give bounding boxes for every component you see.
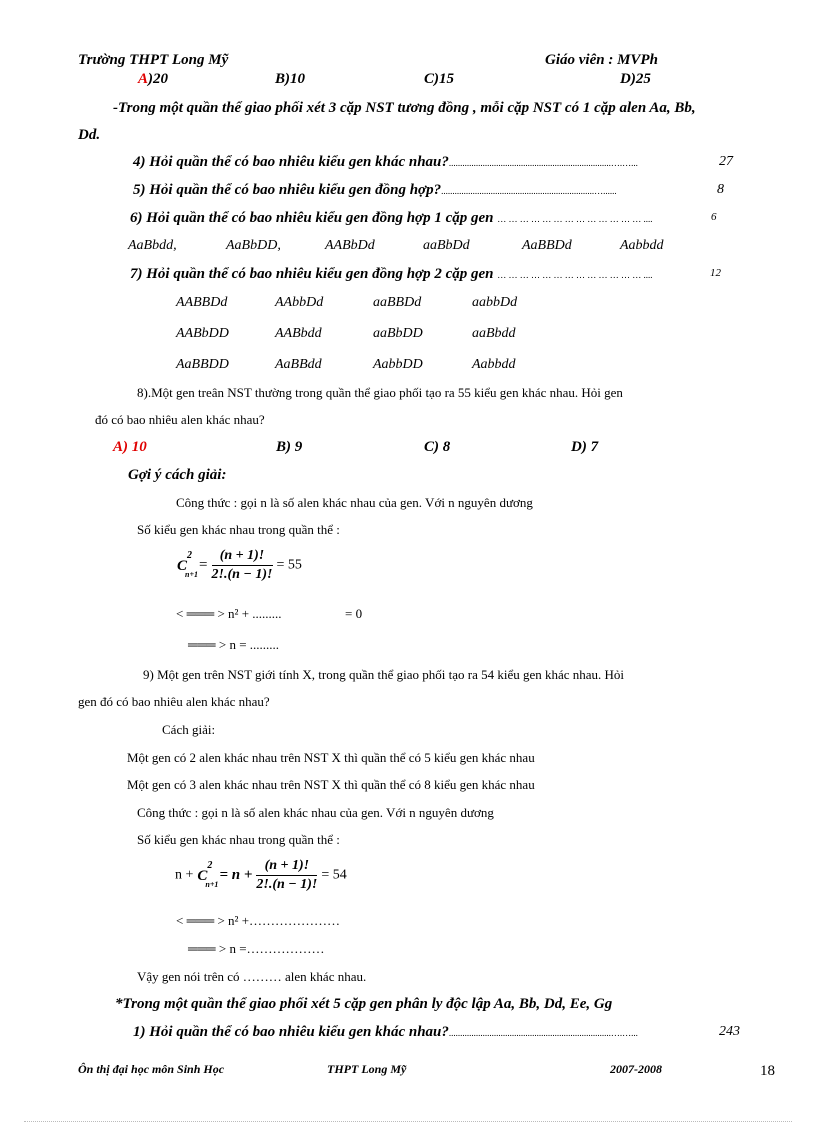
q8-step1-left: < ═══ > n² + ......... — [176, 606, 282, 621]
prev-option-c: C)15 — [424, 71, 454, 87]
fraction: $\frac{(n + 1)!}{2!.(n - 1)!}$ — [211, 548, 273, 582]
q9-step2: ═══ > n =……………… — [188, 941, 325, 956]
prev-option-d: D)25 — [620, 71, 651, 87]
q7-genotype: AaBBdd — [275, 357, 322, 372]
section2-question-1: 1) Hỏi quần thể có bao nhiêu kiểu gen khác nhau?........................................................................….…... — [133, 1024, 638, 1040]
q7-genotype: AABbDD — [176, 326, 229, 341]
q7-genotype: aaBbDD — [373, 326, 423, 341]
q7-genotype: AABBDd — [176, 295, 228, 310]
footer-left: Ôn thị đại học môn Sinh Học — [78, 1062, 225, 1076]
section2-answer-1: 243 — [719, 1024, 740, 1039]
q8-step1-right: = 0 — [345, 606, 363, 621]
q6-genotype-1: AaBbdd, — [128, 238, 177, 253]
q9-example-1: Một gen có 2 alen khác nhau trên NST X thì quần thể có 5 kiểu gen khác nhau — [127, 750, 535, 765]
question-9-line1: 9) Một gen trên NST giới tính X, trong quần thể giao phối tạo ra 54 kiểu gen khác nhau. Hỏi — [143, 667, 625, 682]
teacher-name: Giáo viên : MVPh — [545, 52, 658, 68]
answer-5: 8 — [717, 182, 724, 197]
school-name: Trường THPT Long Mỹ — [78, 52, 229, 68]
question-8-line1: 8).Một gen treân NST thường trong quần thể giao phối tạo ra 55 kiểu gen khác nhau. Hỏi gen — [137, 385, 623, 400]
q9-example-2: Một gen có 3 alen khác nhau trên NST X thì quần thể có 8 kiểu gen khác nhau — [127, 777, 535, 792]
q7-genotype: AAbbDd — [275, 295, 324, 310]
page-number: 18 — [760, 1063, 775, 1079]
q8-option-c: C) 8 — [424, 439, 451, 455]
q7-genotype: aabbDd — [472, 295, 518, 310]
footer-center: THPT Long Mỹ — [327, 1062, 407, 1076]
q7-genotype: AabbDD — [373, 357, 423, 372]
q9-conclusion: Vậy gen nói trên có ……… alen khác nhau. — [137, 969, 367, 984]
footer-right: 2007-2008 — [610, 1062, 662, 1076]
q7-genotype: AaBBDD — [176, 357, 229, 372]
q9-count-intro: Số kiểu gen khác nhau trong quần thể : — [137, 832, 340, 847]
q9-step1: < ═══ > n² +………………… — [176, 913, 341, 928]
answer-6: 6 — [711, 211, 717, 223]
q7-genotype: aaBbdd — [472, 326, 516, 341]
q9-formula: $n + C^2_{n+1} = n$ + $\frac{(n + 1)!}{2!.(n - 1)!}$ = 54 — [175, 858, 347, 892]
q7-genotype: Aabbdd — [472, 357, 516, 372]
prev-option-a: A)20 — [138, 71, 169, 87]
q6-genotype-5: AaBBDd — [522, 238, 572, 253]
prev-option-b: B)10 — [275, 71, 305, 87]
answer-4: 27 — [719, 154, 733, 169]
q8-option-b: B) 9 — [276, 439, 303, 455]
page-bottom-divider — [24, 1121, 792, 1122]
q8-option-d: D) 7 — [571, 439, 599, 455]
combination-symbol: $C^2_{n+1}$ — [177, 549, 199, 579]
q7-genotype: aaBBDd — [373, 295, 422, 310]
q8-step2: ═══ > n = ......... — [188, 637, 280, 652]
q8-option-a: A) 10 — [113, 439, 147, 455]
q8-formula-intro: Công thức : gọi n là số alen khác nhau của gen. Với n nguyên dương — [176, 495, 533, 510]
q6-genotype-6: Aabbdd — [620, 238, 664, 253]
question-4: 4) Hỏi quần thể có bao nhiêu kiểu gen khác nhau?........................................................................….…... — [133, 154, 638, 170]
q8-hint-title: Gợi ý cách giải: — [128, 467, 227, 483]
q8-formula: $C^2_{n+1}$ = $\frac{(n + 1)!}{2!.(n - 1)!}$ = 55 — [177, 548, 302, 582]
q7-genotype: AABbdd — [275, 326, 322, 341]
section1-intro-line2: Dd. — [78, 127, 101, 143]
combination-symbol: $C^2_{n+1}$ — [197, 859, 219, 889]
q6-genotype-2: AaBbDD, — [226, 238, 281, 253]
question-5: 5) Hỏi quần thể có bao nhiêu kiểu gen đồng hợp?....................................................................…...... — [133, 182, 617, 198]
q6-genotype-3: AABbDd — [325, 238, 375, 253]
fraction: $\frac{(n + 1)!}{2!.(n - 1)!}$ — [256, 858, 318, 892]
q8-count-intro: Số kiểu gen khác nhau trong quần thể : — [137, 522, 340, 537]
question-6: 6) Hỏi quần thể có bao nhiêu kiểu gen đồng hợp 1 cặp gen … … … … … … … … … … … … … .... — [130, 210, 653, 226]
question-8-line2: đó có bao nhiêu alen khác nhau? — [95, 412, 265, 427]
q6-genotype-4: aaBbDd — [423, 238, 470, 253]
answer-7: 12 — [710, 267, 721, 279]
q9-formula-intro: Công thức : gọi n là số alen khác nhau của gen. Với n nguyên dương — [137, 805, 494, 820]
section2-intro: *Trong một quần thể giao phối xét 5 cặp gen phân ly độc lập Aa, Bb, Dd, Ee, Gg — [115, 996, 613, 1012]
question-7: 7) Hỏi quần thể có bao nhiêu kiểu gen đồng hợp 2 cặp gen … … … … … … … … … … … … … .... — [130, 266, 653, 282]
q9-method: Cách giải: — [162, 722, 216, 737]
section1-intro-line1: -Trong một quần thể giao phối xét 3 cặp NST tương đồng , mỗi cặp NST có 1 cặp alen Aa, Bb, — [113, 100, 696, 116]
question-9-line2: gen đó có bao nhiêu alen khác nhau? — [78, 694, 270, 709]
